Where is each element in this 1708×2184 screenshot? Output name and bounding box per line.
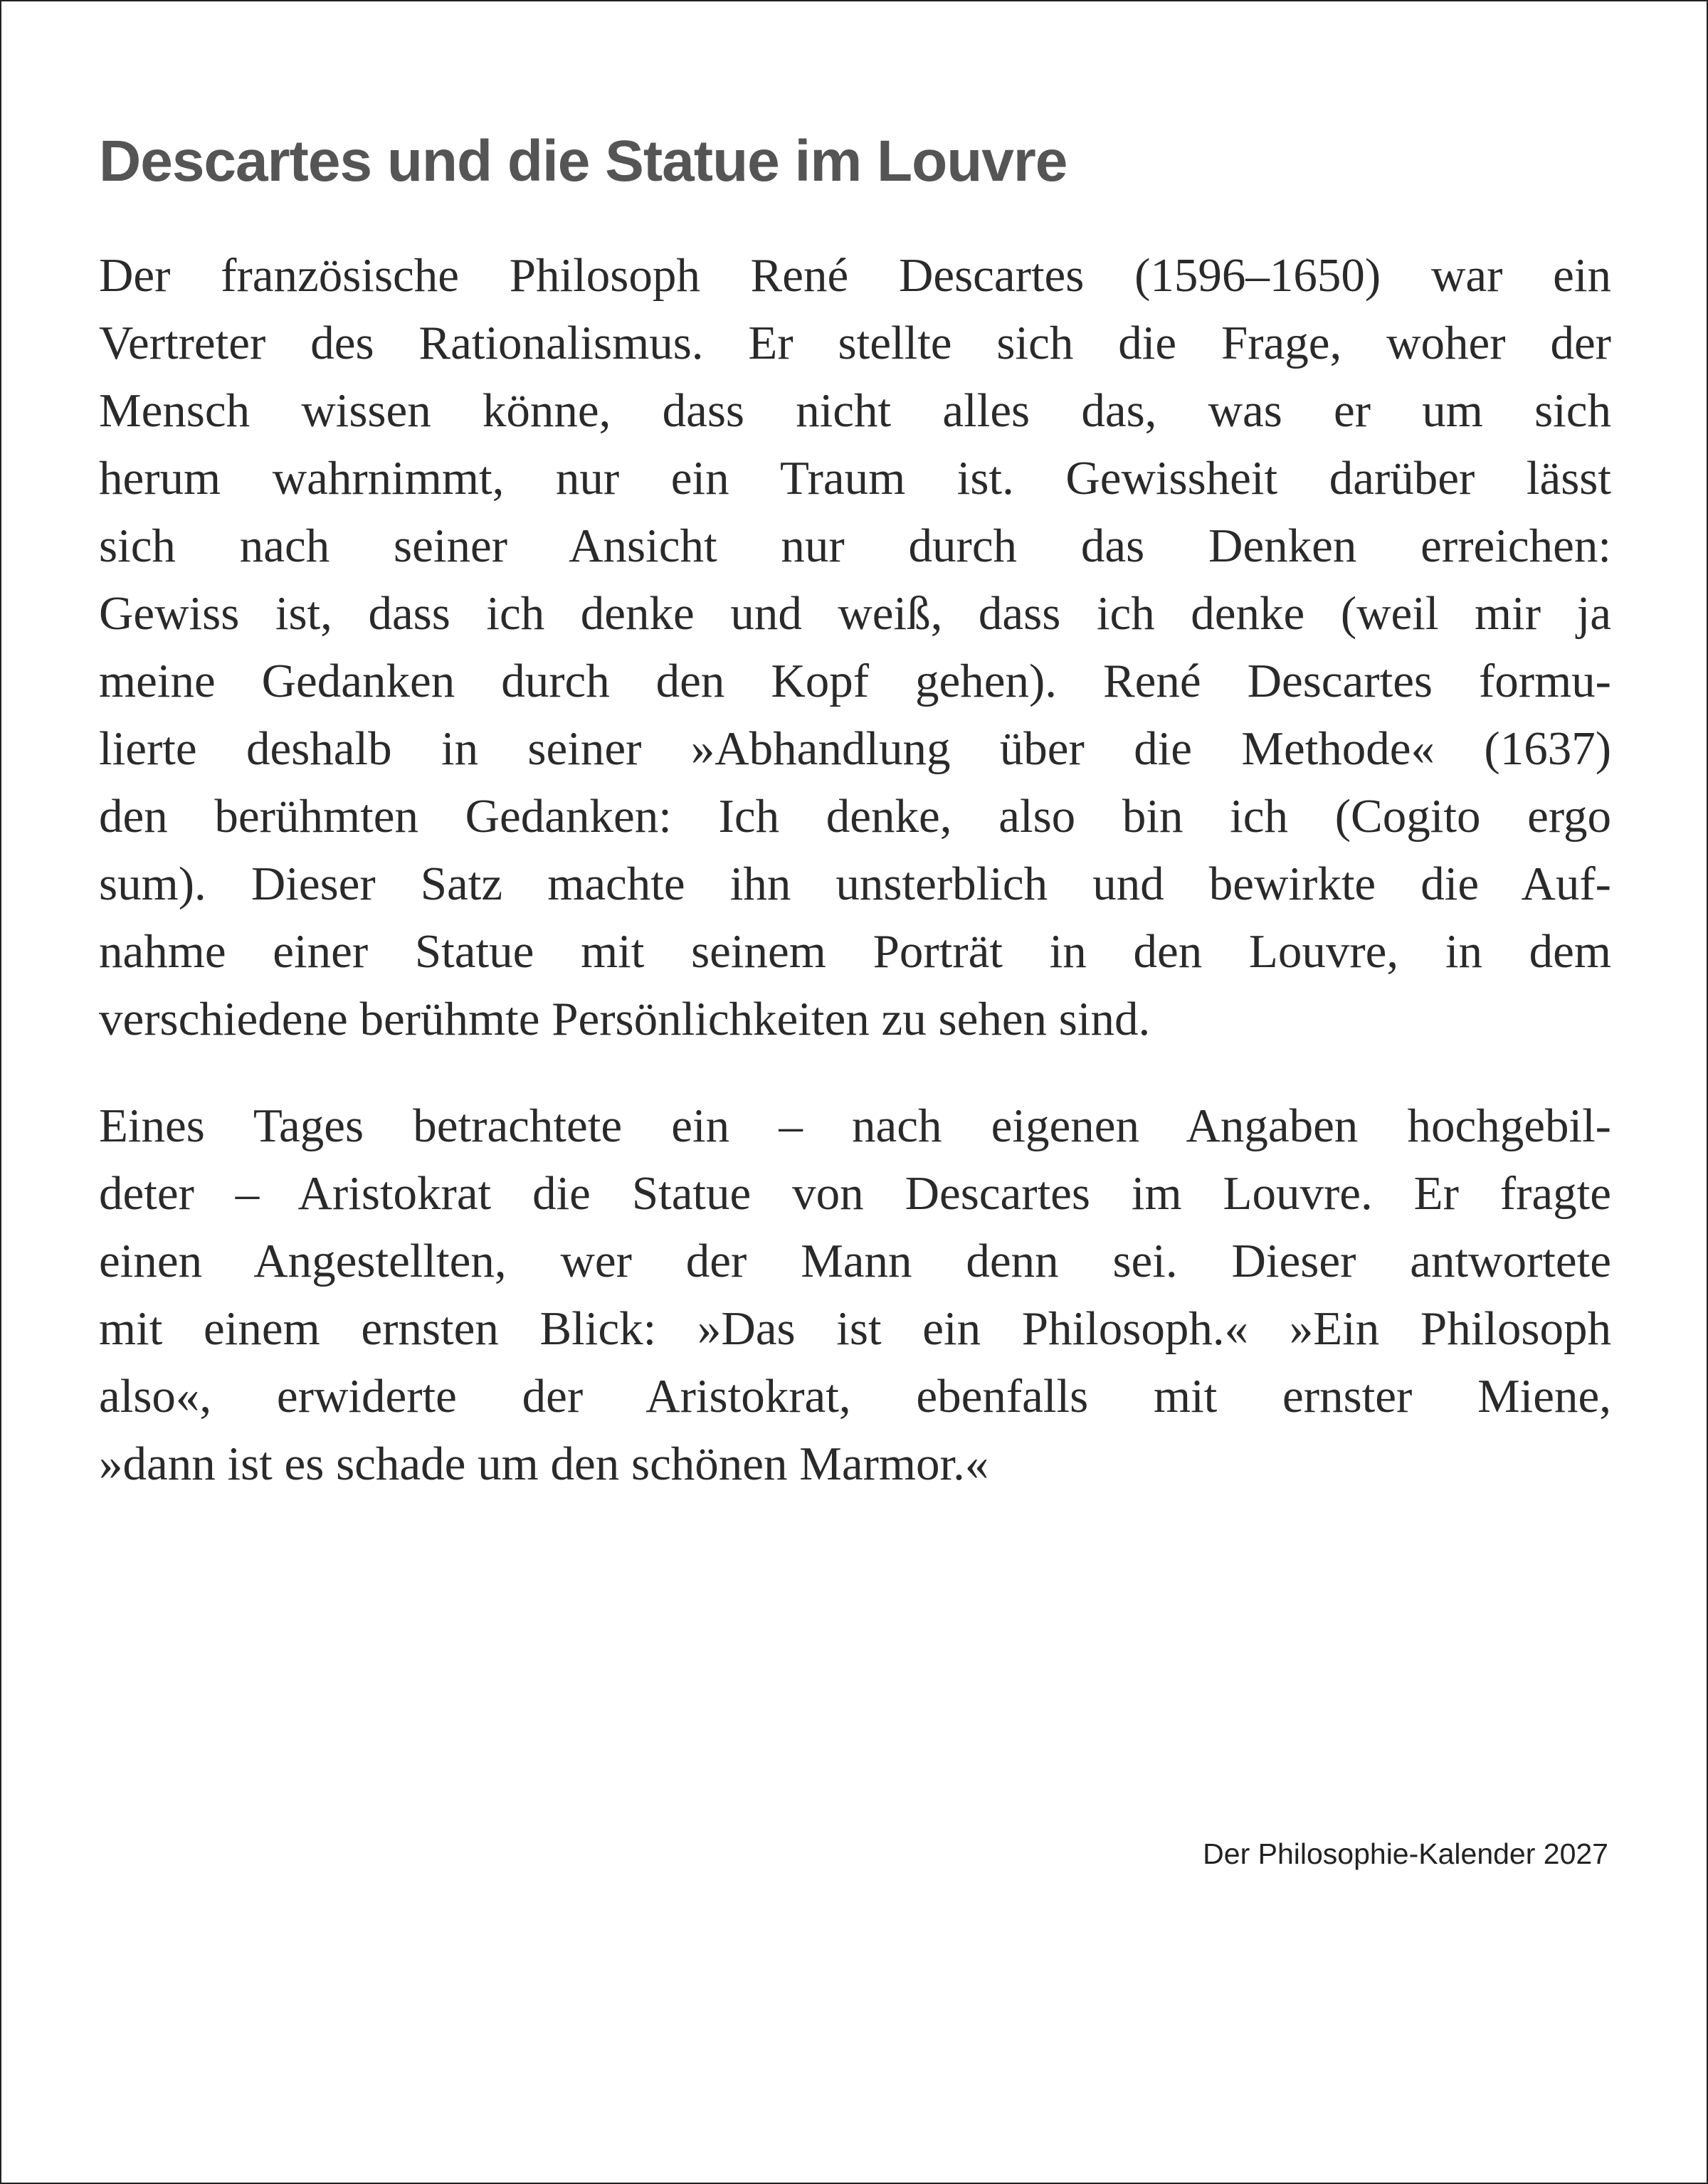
text-line: verschiedene berühmte Persönlichkeiten zu sehen sind. [99,993,1151,1045]
text-line: Vertreter des Rationalismus. Er stellte sich die Frage, woher der [99,317,1611,369]
text-line: also«, erwiderte der Aristokrat, ebenfalls mit ernster Miene, [99,1370,1611,1423]
text-line: nahme einer Statue mit seinem Porträt in den Louvre, in dem [99,925,1611,978]
text-line: sich nach seiner Ansicht nur durch das Denken erreichen: [99,519,1611,572]
text-line: mit einem ernsten Blick: »Das ist ein Philosoph.« »Ein Philosoph [99,1302,1611,1355]
text-line: Eines Tages betrachtete ein – nach eigenen Angaben hochgebil- [99,1099,1611,1152]
article-body [99,242,1611,1498]
text-line: meine Gedanken durch den Kopf gehen). René Descartes formu- [99,655,1611,707]
text-line: herum wahrnimmt, nur ein Traum ist. Gewissheit darüber lässt [99,452,1611,505]
text-line: Gewiss ist, dass ich denke und weiß, dass ich denke (weil mir ja [99,587,1611,640]
paragraph-2 [99,1092,1611,1498]
text-line: sum). Dieser Satz machte ihn unsterblich und bewirkte die Auf- [99,858,1611,910]
text-line: deter – Aristokrat die Statue von Descartes im Louvre. Er fragte [99,1167,1611,1220]
text-line: Der französische Philosoph René Descartes (1596–1650) war ein [99,249,1611,302]
text-line: einen Angestellten, wer der Mann denn sei. Dieser antwortete [99,1235,1611,1287]
paragraph-1 [99,242,1611,1053]
footer-calendar-name: Der Philosophie-Kalender 2027 [1203,1837,1608,1870]
text-line: den berühmten Gedanken: Ich denke, also bin ich (Cogito ergo [99,790,1611,843]
text-line: »dann ist es schade um den schönen Marmor.« [99,1437,989,1490]
text-line: lierte deshalb in seiner »Abhandlung über die Methode« (1637) [99,722,1611,775]
text-line: Mensch wissen könne, dass nicht alles das, was er um sich [99,384,1611,437]
page-title: Descartes und die Statue im Louvre [99,129,1068,194]
